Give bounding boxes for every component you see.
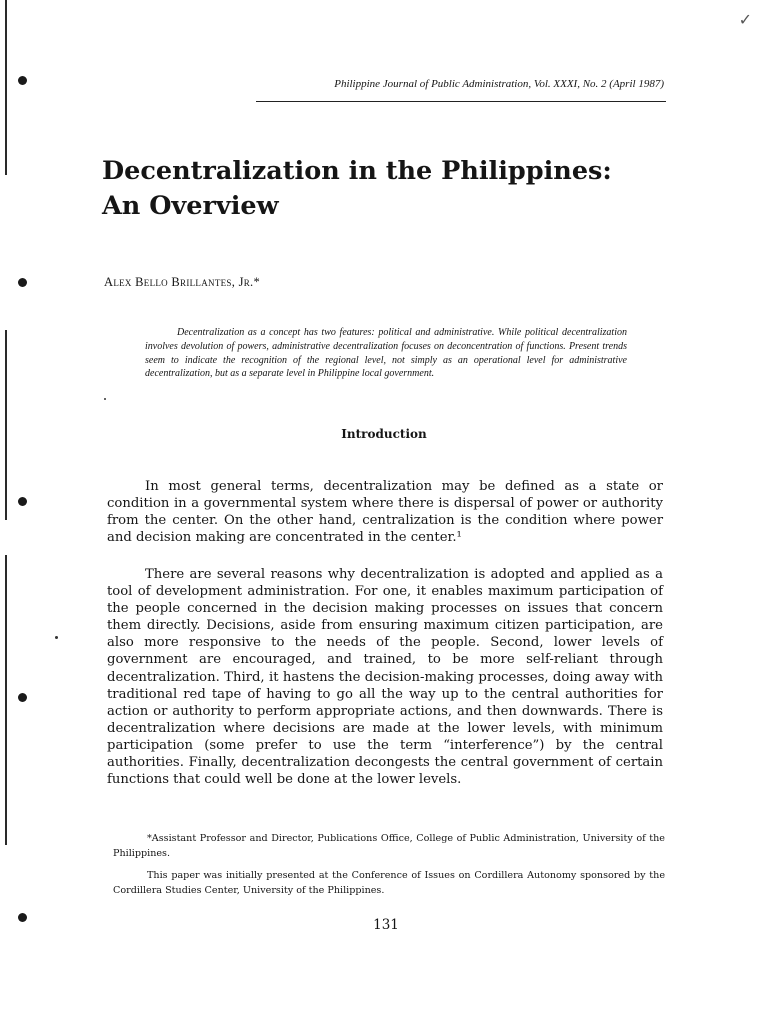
- punch-hole: [18, 278, 27, 287]
- binding-edge-line: [5, 0, 7, 175]
- article-title: [102, 154, 702, 224]
- abstract: Decentralization as a concept has two features: political and administrative. While political decentralization involves devolution of powers, administrative decentralization focuses on deconcentration of functions. Present trends seem to indicate the recognition of the regional level, not simply as an operational level for administrative decentralization, but as a separate level in Philippine local government.: [145, 327, 627, 380]
- scan-speck: [104, 398, 106, 400]
- section-heading-introduction: Introduction: [341, 427, 427, 441]
- footnote-author-affiliation: *Assistant Professor and Director, Publications Office, College of Public Administration, University of the Philippines.: [113, 833, 665, 859]
- running-head: Philippine Journal of Public Administration, Vol. XXXI, No. 2 (April 1987): [334, 78, 664, 90]
- header-rule: [256, 101, 666, 102]
- author-byline: Alex Bello Brillantes, Jr.*: [104, 275, 261, 289]
- title-line-2: An Overview: [102, 191, 279, 221]
- body-paragraph-1: In most general terms, decentralization may be defined as a state or condition in a governmental system where there is dispersal of power or authority from the center. On the other hand, centralization is the condition where power and decision making are concentrated in the center.¹: [107, 479, 663, 546]
- punch-hole: [18, 76, 27, 85]
- footnote-paper-origin: This paper was initially presented at the Conference of Issues on Cordillera Autonomy sponsored by the Cordillera Studies Center, University of the Philippines.: [113, 870, 665, 896]
- check-mark-icon: ✓: [738, 10, 752, 29]
- scan-speck: [55, 636, 58, 639]
- punch-hole: [18, 693, 27, 702]
- page-number: 131: [373, 917, 399, 933]
- binding-edge-line: [5, 555, 7, 845]
- title-line-1: Decentralization in the Philippines:: [102, 156, 612, 186]
- binding-edge-line: [5, 330, 7, 520]
- punch-hole: [18, 497, 27, 506]
- body-paragraph-2: There are several reasons why decentralization is adopted and applied as a tool of development administration. For one, it enables maximum participation of the people concerned in the decision making processes on issues that concern them directly. Decisions, aside from ensuring maximum citizen participation, are also more responsive to the needs of the people. Second, lower levels of government are encouraged, and trained, to be more self-reliant through decentralization. Third, it hastens the decision-making processes, doing away with traditional red tape of having to go all the way up to the central authorities for action or authority to perform appropriate actions, and then downwards. There is decentralization where decisions are made at the lower levels, with minimum participation (some prefer to use the term “interference”) by the central authorities. Finally, decentralization decongests the central government of certain functions that could well be done at the lower levels.: [107, 567, 663, 788]
